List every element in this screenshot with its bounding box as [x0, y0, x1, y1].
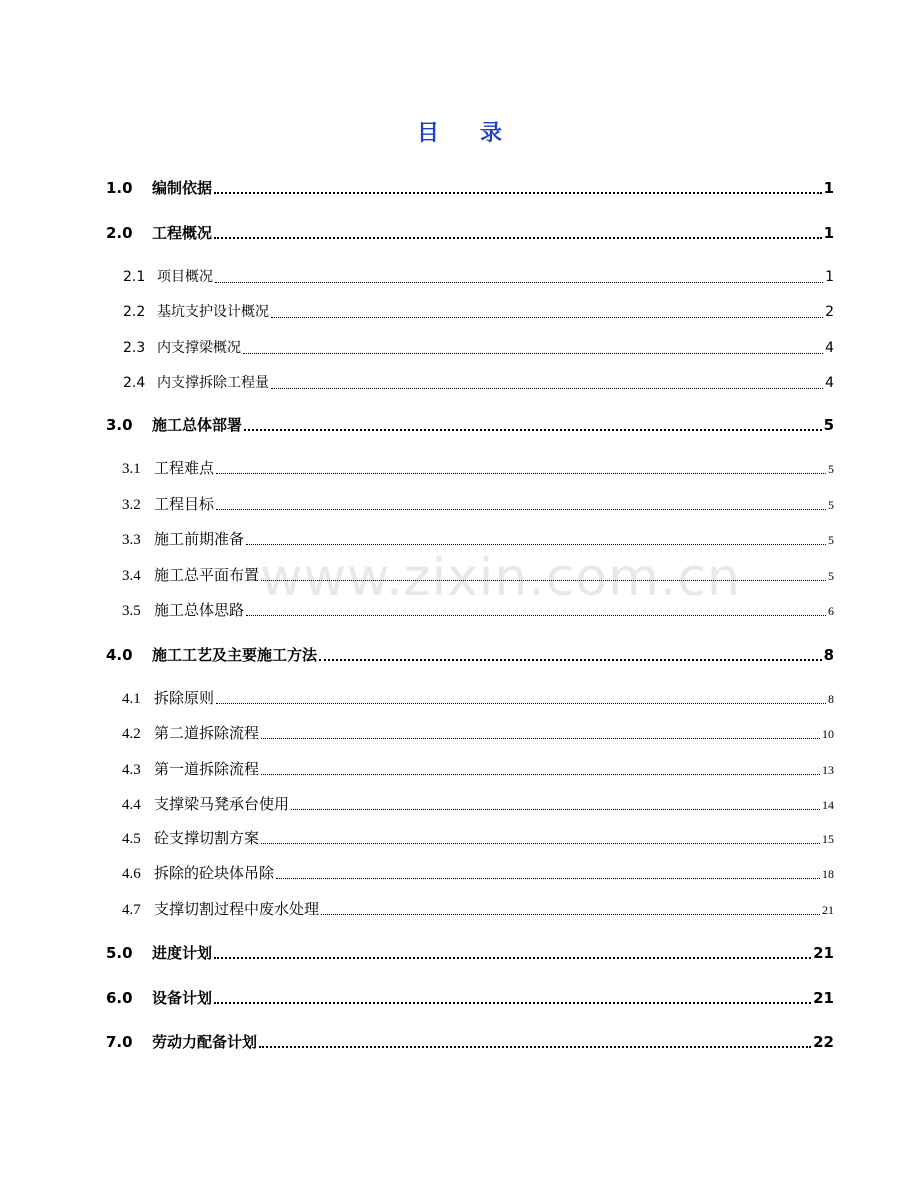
toc-entry-3-0[interactable]: [106, 409, 834, 435]
toc-leader: [276, 864, 820, 884]
toc-leader: [321, 900, 820, 920]
toc-entry-3-2[interactable]: [122, 489, 834, 515]
toc-number: 1.0: [106, 179, 133, 197]
toc-entry-4-4[interactable]: [122, 789, 834, 815]
toc-entry-6-0[interactable]: [106, 982, 834, 1008]
toc-page: 14: [822, 798, 834, 812]
toc-label: 拆除的砼块体吊除: [154, 866, 275, 882]
toc-label: 基坑支护设计概况: [157, 304, 269, 320]
toc-number: 3.0: [106, 416, 133, 434]
toc-label: 支撑梁马凳承台使用: [154, 797, 290, 813]
toc-label: 第二道拆除流程: [154, 726, 260, 742]
watermark: www.zixin.com.cn: [260, 548, 741, 608]
toc-leader: [214, 988, 811, 1008]
toc-leader: [261, 566, 826, 586]
toc-entry-7-0[interactable]: [106, 1026, 834, 1052]
toc-label: 进度计划: [152, 944, 213, 962]
toc-label: 内支撑拆除工程量: [157, 375, 269, 391]
toc-number: 4.0: [106, 646, 133, 664]
toc-page: 1: [823, 179, 834, 197]
toc-number: 4.6: [122, 866, 141, 882]
toc-label: 砼支撑切割方案: [154, 831, 260, 847]
toc-number: 7.0: [106, 1033, 133, 1051]
toc-page: 6: [828, 604, 834, 618]
toc-leader: [214, 178, 822, 198]
toc-number: 6.0: [106, 989, 133, 1007]
toc-entry-4-1[interactable]: [122, 683, 834, 709]
toc-number: 4.1: [122, 691, 141, 707]
toc-leader: [214, 943, 811, 963]
toc-label: 内支撑梁概况: [157, 340, 241, 356]
toc-leader: [244, 415, 822, 435]
toc-page: 18: [822, 867, 834, 881]
toc-number: 3.3: [122, 532, 141, 548]
toc-page: 5: [828, 498, 834, 512]
toc-label: 项目概况: [157, 269, 213, 285]
toc-leader: [261, 760, 820, 780]
toc-leader: [243, 338, 823, 358]
toc-entry-2-4[interactable]: [123, 367, 834, 393]
toc-entry-3-4[interactable]: [122, 560, 834, 586]
toc-label: 设备计划: [152, 989, 213, 1007]
toc-leader: [215, 267, 823, 287]
title-char-1: 目: [416, 121, 440, 146]
toc-page: 10: [822, 727, 834, 741]
toc-number: 3.2: [122, 497, 141, 513]
toc-entry-3-3[interactable]: [122, 524, 834, 550]
toc-number: 2.3: [123, 340, 146, 356]
toc-page: 8: [828, 692, 834, 706]
toc-page: 5: [823, 416, 834, 434]
toc-entry-4-7[interactable]: [122, 894, 834, 920]
toc-page: 21: [813, 944, 834, 962]
page-title: [0, 116, 920, 147]
toc-number: 4.5: [122, 831, 141, 847]
toc-page: 13: [822, 763, 834, 777]
toc-page: 21: [822, 903, 834, 917]
toc-page: 21: [813, 989, 834, 1007]
toc-entry-2-1[interactable]: [123, 261, 834, 287]
toc-label: 工程难点: [154, 461, 215, 477]
toc-leader: [271, 302, 823, 322]
toc-leader: [261, 724, 820, 744]
toc-entry-1-0[interactable]: [106, 172, 834, 198]
toc-number: 2.1: [123, 269, 146, 285]
toc-page: 8: [823, 646, 834, 664]
toc-label: 劳动力配备计划: [152, 1033, 258, 1051]
toc-entry-4-0[interactable]: [106, 639, 834, 665]
toc-entry-4-2[interactable]: [122, 718, 834, 744]
toc-label: 支撑切割过程中废水处理: [154, 902, 320, 918]
toc-page: 1: [825, 269, 834, 285]
toc-leader: [216, 459, 826, 479]
toc-entry-4-6[interactable]: [122, 858, 834, 884]
toc-entry-5-0[interactable]: [106, 937, 834, 963]
toc-label: 拆除原则: [154, 691, 215, 707]
toc-page: 5: [828, 533, 834, 547]
toc-label: 第一道拆除流程: [154, 762, 260, 778]
toc-number: 4.3: [122, 762, 141, 778]
toc-label: 编制依据: [152, 179, 213, 197]
toc-leader: [246, 530, 826, 550]
toc-leader: [216, 689, 826, 709]
toc-number: 3.1: [122, 461, 141, 477]
toc-leader: [259, 1032, 811, 1052]
toc-number: 5.0: [106, 944, 133, 962]
toc-number: 3.5: [122, 603, 141, 619]
toc-label: 施工前期准备: [154, 532, 245, 548]
toc-page: 4: [825, 375, 834, 391]
toc-leader: [271, 373, 823, 393]
toc-page: 1: [823, 224, 834, 242]
toc-page: 5: [828, 462, 834, 476]
toc-number: 2.2: [123, 304, 146, 320]
toc-label: 施工总体思路: [154, 603, 245, 619]
toc-page: 5: [828, 569, 834, 583]
toc-page: 4: [825, 340, 834, 356]
toc-label: 工程概况: [152, 224, 213, 242]
toc-entry-4-5[interactable]: [122, 823, 834, 849]
toc-number: 2.0: [106, 224, 133, 242]
toc-number: 4.7: [122, 902, 141, 918]
toc-number: 4.4: [122, 797, 141, 813]
toc-entry-4-3[interactable]: [122, 754, 834, 780]
toc-leader: [214, 223, 822, 243]
toc-entry-3-1[interactable]: [122, 453, 834, 479]
toc-entry-3-5[interactable]: [122, 595, 834, 621]
toc-label: 工程目标: [154, 497, 215, 513]
toc-number: 2.4: [123, 375, 146, 391]
toc-leader: [319, 645, 822, 665]
toc-number: 3.4: [122, 568, 141, 584]
toc-leader: [216, 495, 826, 515]
toc-leader: [246, 601, 826, 621]
toc-number: 4.2: [122, 726, 141, 742]
toc-entry-2-0[interactable]: [106, 217, 834, 243]
toc-label: 施工总平面布置: [154, 568, 260, 584]
toc-page: 2: [825, 304, 834, 320]
toc-page: 15: [822, 832, 834, 846]
toc-page: 22: [813, 1033, 834, 1051]
toc-label: 施工工艺及主要施工方法: [152, 646, 318, 664]
toc-leader: [291, 795, 820, 815]
toc-entry-2-3[interactable]: [123, 332, 834, 358]
toc-label: 施工总体部署: [152, 416, 243, 434]
toc-leader: [261, 829, 820, 849]
toc-entry-2-2[interactable]: [123, 296, 834, 322]
title-char-2: 录: [480, 121, 504, 146]
